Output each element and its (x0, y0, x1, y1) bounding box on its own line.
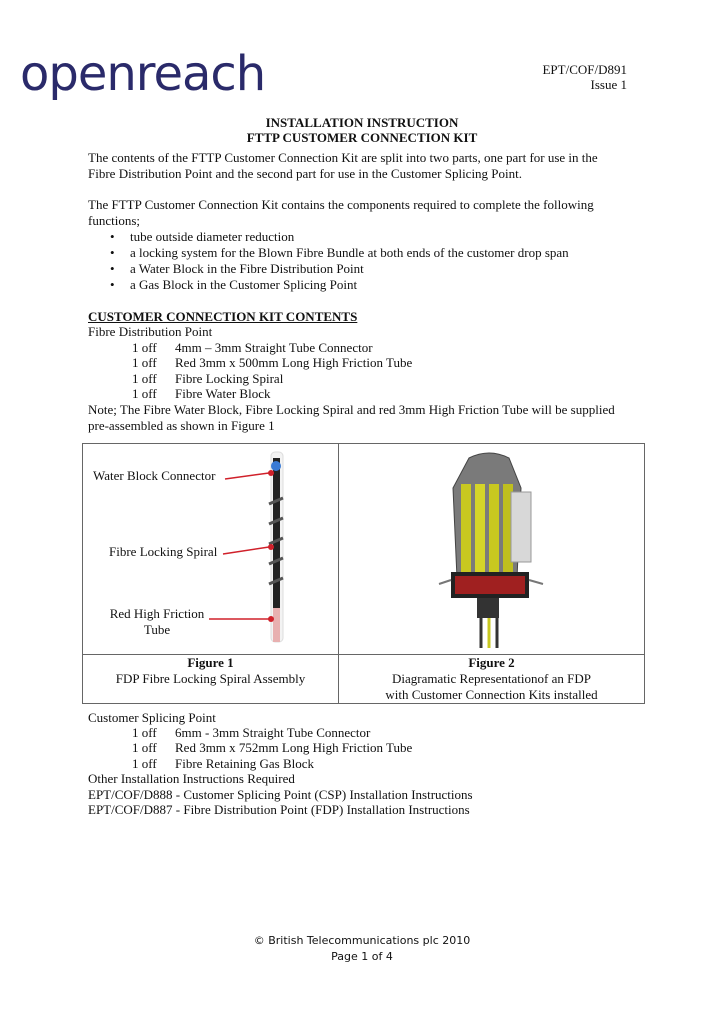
csp-label: Customer Splicing Point (88, 710, 216, 725)
other-instructions-label: Other Installation Instructions Required (88, 771, 295, 786)
doc-ref-number: EPT/COF/D891 (542, 62, 627, 77)
item-description: Fibre Water Block (175, 386, 271, 401)
fdp-label: Fibre Distribution Point (88, 324, 213, 339)
item-quantity: 1 off (132, 386, 157, 401)
list-item (132, 355, 412, 371)
page-number: Page 1 of 4 (331, 950, 393, 963)
figure-2-caption-cell (339, 655, 645, 704)
contents-heading: CUSTOMER CONNECTION KIT CONTENTS (88, 309, 358, 324)
figure-2-caption-line-1: Diagramatic Representationof an FDP (392, 671, 591, 686)
reference-csp: EPT/COF/D888 - Customer Splicing Point (CSP) Installation Instructions (88, 787, 473, 802)
list-item: • tube outside diameter reduction (88, 229, 628, 245)
assembly-note: Note; The Fibre Water Block, Fibre Locking Spiral and red 3mm High Friction Tube will be supplied pre-assembled as shown in Figure 1 (88, 402, 615, 433)
list-item: • a locking system for the Blown Fibre Bundle at both ends of the customer drop span (88, 245, 628, 261)
document-subtitle: FTTP CUSTOMER CONNECTION KIT (246, 130, 478, 145)
figure-1-caption-cell (83, 655, 339, 704)
item-quantity: 1 off (132, 725, 157, 740)
openreach-logo: openreach (20, 46, 266, 102)
callout-red-high-friction-tube: Red High Friction Tube (109, 606, 205, 637)
callout-water-block-connector: Water Block Connector (93, 468, 216, 483)
list-item (132, 740, 412, 756)
document-reference (542, 62, 627, 92)
figure-2-image-cell (339, 444, 645, 655)
item-quantity: 1 off (132, 371, 157, 386)
document-title: INSTALLATION INSTRUCTION (265, 115, 459, 130)
list-item (132, 756, 314, 772)
item-description: Fibre Locking Spiral (175, 371, 284, 386)
reference-fdp: EPT/COF/D887 - Fibre Distribution Point (FDP) Installation Instructions (88, 802, 470, 817)
intro-paragraph-2: The FTTP Customer Connection Kit contains the components required to complete the following functions; (88, 197, 594, 228)
item-quantity: 1 off (132, 756, 157, 771)
copyright-notice: © British Telecommunications plc 2010 (253, 934, 471, 947)
list-item (132, 340, 373, 356)
list-item: • a Gas Block in the Customer Splicing Point (88, 277, 628, 293)
item-quantity: 1 off (132, 740, 157, 755)
functions-list (88, 229, 628, 293)
item-description: Red 3mm x 752mm Long High Friction Tube (175, 740, 413, 755)
doc-issue: Issue 1 (590, 77, 627, 92)
figures-table (82, 443, 645, 704)
item-description: 4mm – 3mm Straight Tube Connector (175, 340, 373, 355)
list-item (132, 725, 370, 741)
figure-1-title: Figure 1 (187, 655, 234, 670)
figure-1-caption: FDP Fibre Locking Spiral Assembly (115, 671, 306, 686)
item-description: Red 3mm x 500mm Long High Friction Tube (175, 355, 413, 370)
item-quantity: 1 off (132, 340, 157, 355)
list-item (132, 371, 283, 387)
list-item (132, 386, 270, 402)
item-quantity: 1 off (132, 355, 157, 370)
callout-fibre-locking-spiral: Fibre Locking Spiral (109, 544, 218, 559)
figure-1-image-cell (83, 444, 339, 655)
fdp-illustration (339, 444, 644, 650)
figure-2-caption-line-2: with Customer Connection Kits installed (385, 687, 598, 702)
intro-paragraph-1: The contents of the FTTP Customer Connection Kit are split into two parts, one part for use in the Fibre Distribution Point and the second part for use in the Customer Splicing Point. (88, 150, 598, 181)
item-description: 6mm - 3mm Straight Tube Connector (175, 725, 371, 740)
list-item: • a Water Block in the Fibre Distribution Point (88, 261, 628, 277)
figure-2-title: Figure 2 (468, 655, 515, 670)
item-description: Fibre Retaining Gas Block (175, 756, 315, 771)
